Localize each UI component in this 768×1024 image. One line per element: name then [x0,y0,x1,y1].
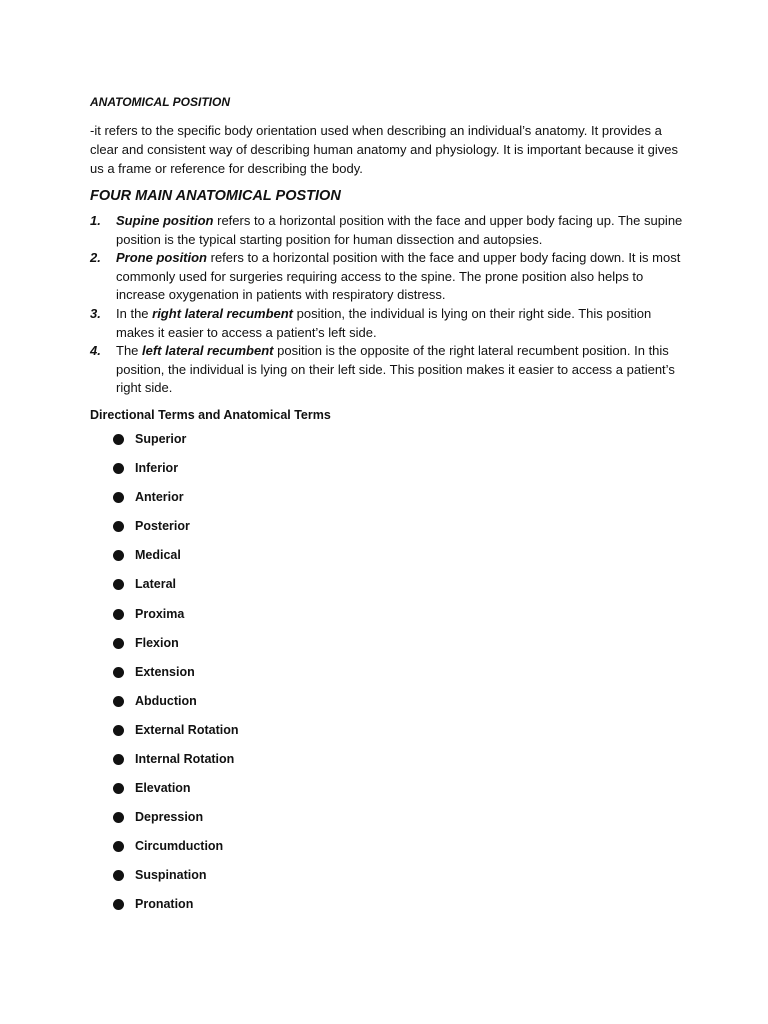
term-label: Elevation [135,781,191,796]
list-item [90,305,690,342]
term-label: Extension [135,664,195,679]
term-label: Posterior [135,519,190,534]
bullet-icon [113,870,124,881]
item-term: right lateral recumbent [152,305,294,321]
bullet-icon [113,463,124,474]
list-item [90,212,690,249]
list-item [90,459,690,488]
item-term: Prone position [116,250,207,266]
document-heading: ANATOMICAL POSITION [90,95,231,109]
list-item [90,721,690,750]
list-number: 4. [90,343,101,359]
item-post-text: refers to a horizontal position with the face and upper body facing down. It is most commonly used for surgeries requiring access to the spine. The prone position also helps to increase oxygenation in patients with respiratory distress. [116,250,681,303]
term-label: Superior [135,431,187,446]
item-term: left lateral recumbent [142,343,274,359]
bullet-icon [113,754,124,765]
bullet-icon [113,492,124,503]
list-item [90,249,690,305]
intro-paragraph: -it refers to the specific body orientation used when describing an individual’s anatomy. It provides a clear and consistent way of describing human anatomy and physiology. It is important because it gives us a frame or reference for describing the body. [90,123,678,176]
positions-list [90,212,690,398]
terms-list [90,430,690,925]
list-item [90,546,690,575]
term-label: Medical [135,548,181,563]
list-item [90,808,690,837]
list-item [90,488,690,517]
list-item [90,430,690,459]
list-item [90,837,690,866]
list-item [90,866,690,895]
term-label: Suspination [135,868,207,883]
bullet-icon [113,899,124,910]
bullet-icon [113,579,124,590]
bullet-icon [113,434,124,445]
list-number: 3. [90,305,101,321]
bullet-icon [113,667,124,678]
list-item [90,575,690,604]
item-term: Supine position [116,213,214,228]
list-item [90,750,690,779]
list-item [90,779,690,808]
bullet-icon [113,609,124,620]
item-post-text: position is the opposite of the right lateral recumbent position. In this position, the individual is lying on their left side. This position makes it easier to access a patient’s right side. [116,343,675,396]
term-label: Circumduction [135,839,224,854]
list-item [90,517,690,546]
term-label: External Rotation [135,722,239,737]
term-label: Lateral [135,577,176,592]
item-post-text: position, the individual is lying on their right side. This position makes it easier to access a patient’s left side. [116,305,652,340]
term-label: Abduction [135,693,197,708]
bullet-icon [113,521,124,532]
bullet-icon [113,725,124,736]
list-item [90,692,690,721]
item-post-text: refers to a horizontal position with the face and upper body facing up. The supine position is the typical starting position for human dissection and autopsies. [116,213,683,247]
bullet-icon [113,638,124,649]
term-label: Proxima [135,606,185,621]
bullet-icon [113,783,124,794]
term-label: Internal Rotation [135,751,235,766]
term-label: Depression [135,810,204,825]
document-page [90,93,690,925]
term-label: Anterior [135,490,184,505]
terms-heading: Directional Terms and Anatomical Terms [90,407,331,422]
list-item [90,895,690,924]
item-pre-text: The [116,343,143,359]
list-item [90,663,690,692]
term-label: Inferior [135,461,179,476]
term-label: Flexion [135,635,179,650]
bullet-icon [113,812,124,823]
list-item [90,342,690,398]
list-number: 2. [90,250,101,266]
list-item [90,634,690,663]
bullet-icon [113,841,124,852]
term-label: Pronation [135,897,194,912]
bullet-icon [113,550,124,561]
positions-heading: FOUR MAIN ANATOMICAL POSTION [90,188,341,204]
list-item [90,605,690,634]
list-number: 1. [90,213,101,228]
bullet-icon [113,696,124,707]
item-pre-text: In the [116,305,153,321]
